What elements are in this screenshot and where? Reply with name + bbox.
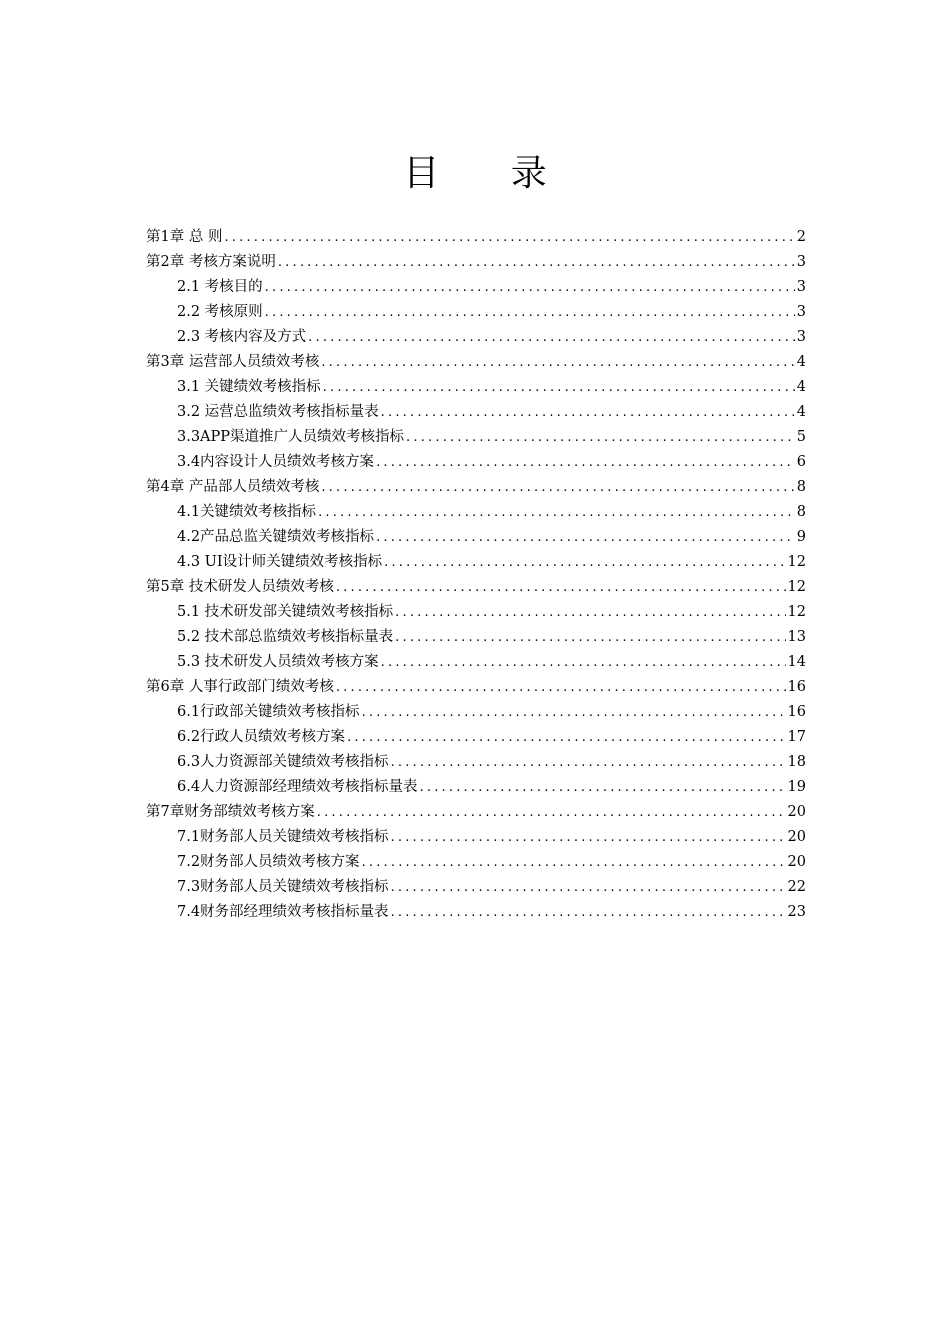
toc-entry-label: 第4章 产品部人员绩效考核 — [146, 479, 320, 495]
toc-dot-leader — [381, 404, 795, 422]
toc-entry-label: 3.1 关键绩效考核指标 — [177, 379, 321, 395]
toc-dot-leader — [406, 429, 795, 447]
toc-dot-leader — [395, 629, 785, 647]
toc-entry-page-number: 12 — [787, 554, 806, 570]
toc-entry-label: 7.2财务部人员绩效考核方案 — [177, 854, 360, 870]
toc-section-entry[interactable] — [146, 453, 806, 478]
toc-dot-leader — [391, 904, 786, 922]
toc-entry-page-number: 12 — [787, 579, 806, 595]
toc-entry-label: 7.1财务部人员关键绩效考核指标 — [177, 829, 389, 845]
toc-entry-page-number: 8 — [796, 504, 806, 520]
toc-entry-page-number: 8 — [796, 479, 806, 495]
page-title: 目 录 — [403, 153, 577, 195]
toc-entry-label: 7.3财务部人员关键绩效考核指标 — [177, 879, 389, 895]
toc-chapter-entry[interactable] — [146, 353, 806, 378]
toc-dot-leader — [362, 854, 786, 872]
toc-entry-page-number: 3 — [796, 329, 806, 345]
toc-chapter-entry[interactable] — [146, 228, 806, 253]
toc-dot-leader — [391, 879, 786, 897]
toc-section-entry[interactable] — [146, 653, 806, 678]
toc-entry-page-number: 17 — [787, 729, 806, 745]
toc-dot-leader — [376, 529, 795, 547]
toc-dot-leader — [318, 504, 795, 522]
toc-entry-page-number: 12 — [787, 604, 806, 620]
toc-section-entry[interactable] — [146, 853, 806, 878]
table-of-contents — [146, 228, 806, 928]
toc-entry-label: 4.2产品总监关键绩效考核指标 — [177, 529, 375, 545]
toc-dot-leader — [391, 754, 786, 772]
toc-entry-page-number: 9 — [796, 529, 806, 545]
toc-dot-leader — [336, 679, 786, 697]
toc-section-entry[interactable] — [146, 628, 806, 653]
toc-entry-label: 5.1 技术研发部关键绩效考核指标 — [177, 604, 394, 620]
toc-section-entry[interactable] — [146, 328, 806, 353]
toc-section-entry[interactable] — [146, 828, 806, 853]
toc-section-entry[interactable] — [146, 703, 806, 728]
toc-entry-page-number: 4 — [796, 404, 806, 420]
toc-dot-leader — [278, 254, 795, 272]
toc-entry-label: 6.4人力资源部经理绩效考核指标量表 — [177, 779, 418, 795]
toc-section-entry[interactable] — [146, 553, 806, 578]
toc-entry-page-number: 6 — [796, 454, 806, 470]
toc-section-entry[interactable] — [146, 728, 806, 753]
toc-entry-page-number: 3 — [796, 304, 806, 320]
toc-entry-page-number: 4 — [796, 354, 806, 370]
toc-section-entry[interactable] — [146, 403, 806, 428]
toc-entry-page-number: 16 — [787, 704, 806, 720]
toc-dot-leader — [362, 704, 786, 722]
toc-dot-leader — [336, 579, 786, 597]
toc-chapter-entry[interactable] — [146, 478, 806, 503]
toc-dot-leader — [381, 654, 786, 672]
toc-entry-label: 第3章 运营部人员绩效考核 — [146, 354, 320, 370]
toc-chapter-entry[interactable] — [146, 253, 806, 278]
toc-entry-page-number: 3 — [796, 279, 806, 295]
toc-entry-label: 3.3APP渠道推广人员绩效考核指标 — [177, 429, 405, 445]
toc-entry-page-number: 20 — [787, 854, 806, 870]
toc-section-entry[interactable] — [146, 878, 806, 903]
toc-entry-label: 4.3 UI设计师关键绩效考核指标 — [177, 554, 383, 570]
toc-entry-label: 第6章 人事行政部门绩效考核 — [146, 679, 334, 695]
toc-dot-leader — [391, 829, 786, 847]
toc-dot-leader — [224, 229, 794, 247]
toc-entry-label: 3.2 运营总监绩效考核指标量表 — [177, 404, 379, 420]
toc-dot-leader — [323, 379, 795, 397]
toc-entry-page-number: 19 — [787, 779, 806, 795]
toc-section-entry[interactable] — [146, 903, 806, 928]
toc-entry-page-number: 5 — [796, 429, 806, 445]
toc-entry-label: 3.4内容设计人员绩效考核方案 — [177, 454, 375, 470]
toc-entry-label: 4.1关键绩效考核指标 — [177, 504, 317, 520]
toc-section-entry[interactable] — [146, 428, 806, 453]
toc-section-entry[interactable] — [146, 753, 806, 778]
toc-entry-page-number: 23 — [787, 904, 806, 920]
toc-dot-leader — [420, 779, 786, 797]
toc-dot-leader — [384, 554, 785, 572]
toc-entry-page-number: 20 — [787, 829, 806, 845]
toc-dot-leader — [265, 304, 795, 322]
toc-entry-page-number: 13 — [787, 629, 806, 645]
toc-dot-leader — [376, 454, 795, 472]
toc-section-entry[interactable] — [146, 603, 806, 628]
toc-chapter-entry[interactable] — [146, 803, 806, 828]
toc-dot-leader — [321, 354, 794, 372]
toc-entry-page-number: 22 — [787, 879, 806, 895]
toc-entry-page-number: 2 — [796, 229, 806, 245]
toc-dot-leader — [308, 329, 795, 347]
toc-entry-page-number: 18 — [787, 754, 806, 770]
toc-dot-leader — [265, 279, 795, 297]
toc-entry-page-number: 4 — [796, 379, 806, 395]
toc-entry-label: 第7章财务部绩效考核方案 — [146, 804, 315, 820]
toc-dot-leader — [395, 604, 785, 622]
toc-entry-label: 2.3 考核内容及方式 — [177, 329, 307, 345]
toc-entry-page-number: 16 — [787, 679, 806, 695]
toc-dot-leader — [321, 479, 794, 497]
toc-dot-leader — [347, 729, 785, 747]
toc-entry-label: 6.1行政部关键绩效考核指标 — [177, 704, 360, 720]
toc-section-entry[interactable] — [146, 778, 806, 803]
toc-entry-label: 5.3 技术研发人员绩效考核方案 — [177, 654, 379, 670]
toc-entry-label: 7.4财务部经理绩效考核指标量表 — [177, 904, 389, 920]
toc-entry-label: 6.3人力资源部关键绩效考核指标 — [177, 754, 389, 770]
toc-entry-page-number: 20 — [787, 804, 806, 820]
toc-entry-label: 第5章 技术研发人员绩效考核 — [146, 579, 334, 595]
toc-entry-label: 第2章 考核方案说明 — [146, 254, 276, 270]
toc-entry-label: 2.2 考核原则 — [177, 304, 263, 320]
toc-entry-page-number: 3 — [796, 254, 806, 270]
toc-entry-page-number: 14 — [787, 654, 806, 670]
toc-entry-label: 5.2 技术部总监绩效考核指标量表 — [177, 629, 394, 645]
toc-section-entry[interactable] — [146, 503, 806, 528]
toc-section-entry[interactable] — [146, 278, 806, 303]
toc-dot-leader — [317, 804, 786, 822]
toc-entry-label: 2.1 考核目的 — [177, 279, 263, 295]
toc-section-entry[interactable] — [146, 528, 806, 553]
toc-entry-label: 第1章 总 则 — [146, 229, 223, 245]
toc-entry-label: 6.2行政人员绩效考核方案 — [177, 729, 346, 745]
toc-section-entry[interactable] — [146, 378, 806, 403]
toc-chapter-entry[interactable] — [146, 578, 806, 603]
toc-chapter-entry[interactable] — [146, 678, 806, 703]
toc-section-entry[interactable] — [146, 303, 806, 328]
